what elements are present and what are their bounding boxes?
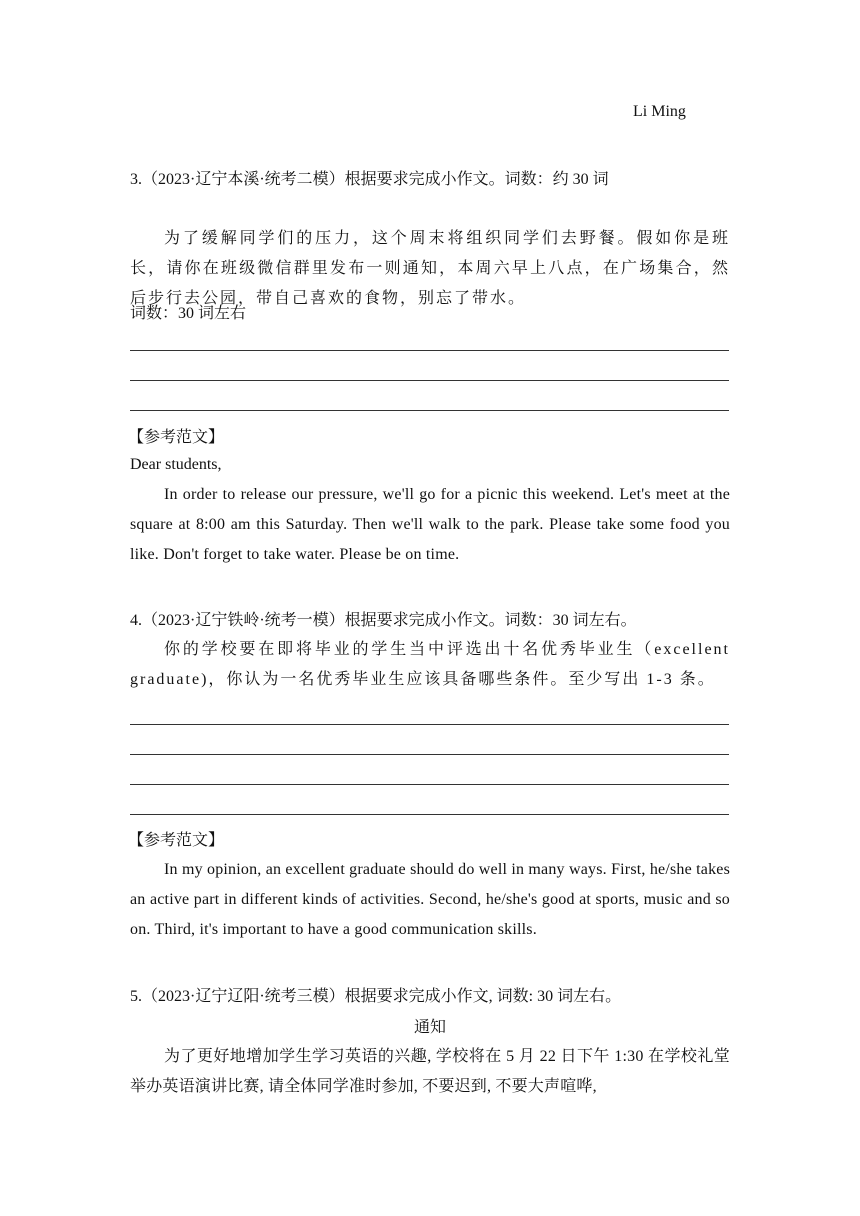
q4-prompt: 你的学校要在即将毕业的学生当中评选出十名优秀毕业生（excellent graduate)，你认为一名优秀毕业生应该具备哪些条件。至少写出 1-3 条。 — [130, 641, 730, 688]
q3-word-count: 词数：30 词左右 — [130, 305, 247, 322]
q3-heading: 3.（2023·辽宁本溪·统考二模）根据要求完成小作文。词数：约 30 词 — [130, 171, 609, 188]
q3-answer-line-3 — [130, 410, 729, 411]
q4-reference-answer: In my opinion, an excellent graduate should do well in many ways. First, he/she takes an active part in different kinds of activities. Second, he/she's good at sports, music and so on. Third, it's important to have a good communication skills. — [130, 861, 730, 938]
q4-answer-line-4 — [130, 814, 729, 815]
q4-reference-label: 【参考范文】 — [128, 832, 225, 849]
q4-heading: 4.（2023·辽宁铁岭·统考一模）根据要求完成小作文。词数：30 词左右。 — [130, 612, 637, 629]
signature: Li Ming — [633, 103, 686, 120]
q4-answer-line-2 — [130, 754, 729, 755]
q4-answer-line-3 — [130, 784, 729, 785]
q4-answer-line-1 — [130, 724, 729, 725]
q5-heading: 5.（2023·辽宁辽阳·统考三模）根据要求完成小作文, 词数: 30 词左右。 — [130, 988, 622, 1005]
q3-answer-line-1 — [130, 350, 729, 351]
q3-reference-answer: In order to release our pressure, we'll go for a picnic this weekend. Let's meet at the square at 8:00 am this Saturday. Then we'll walk to the park. Please take some food you like. Don't forget to take water. Please be on time. — [130, 486, 730, 563]
q3-prompt: 为了缓解同学们的压力，这个周末将组织同学们去野餐。假如你是班长，请你在班级微信群里发布一则通知，本周六早上八点，在广场集合，然后步行去公园，带自己喜欢的食物，别忘了带水。 — [130, 230, 730, 307]
q3-answer-line-2 — [130, 380, 729, 381]
q3-reference-label: 【参考范文】 — [128, 429, 225, 446]
q5-notice-title: 通知 — [413, 1019, 446, 1036]
q3-greeting: Dear students, — [130, 456, 222, 473]
q5-prompt: 为了更好地增加学生学习英语的兴趣, 学校将在 5 月 22 日下午 1:30 在学校礼堂举办英语演讲比赛, 请全体同学准时参加, 不要迟到, 不要大声喧哗, — [130, 1048, 730, 1095]
